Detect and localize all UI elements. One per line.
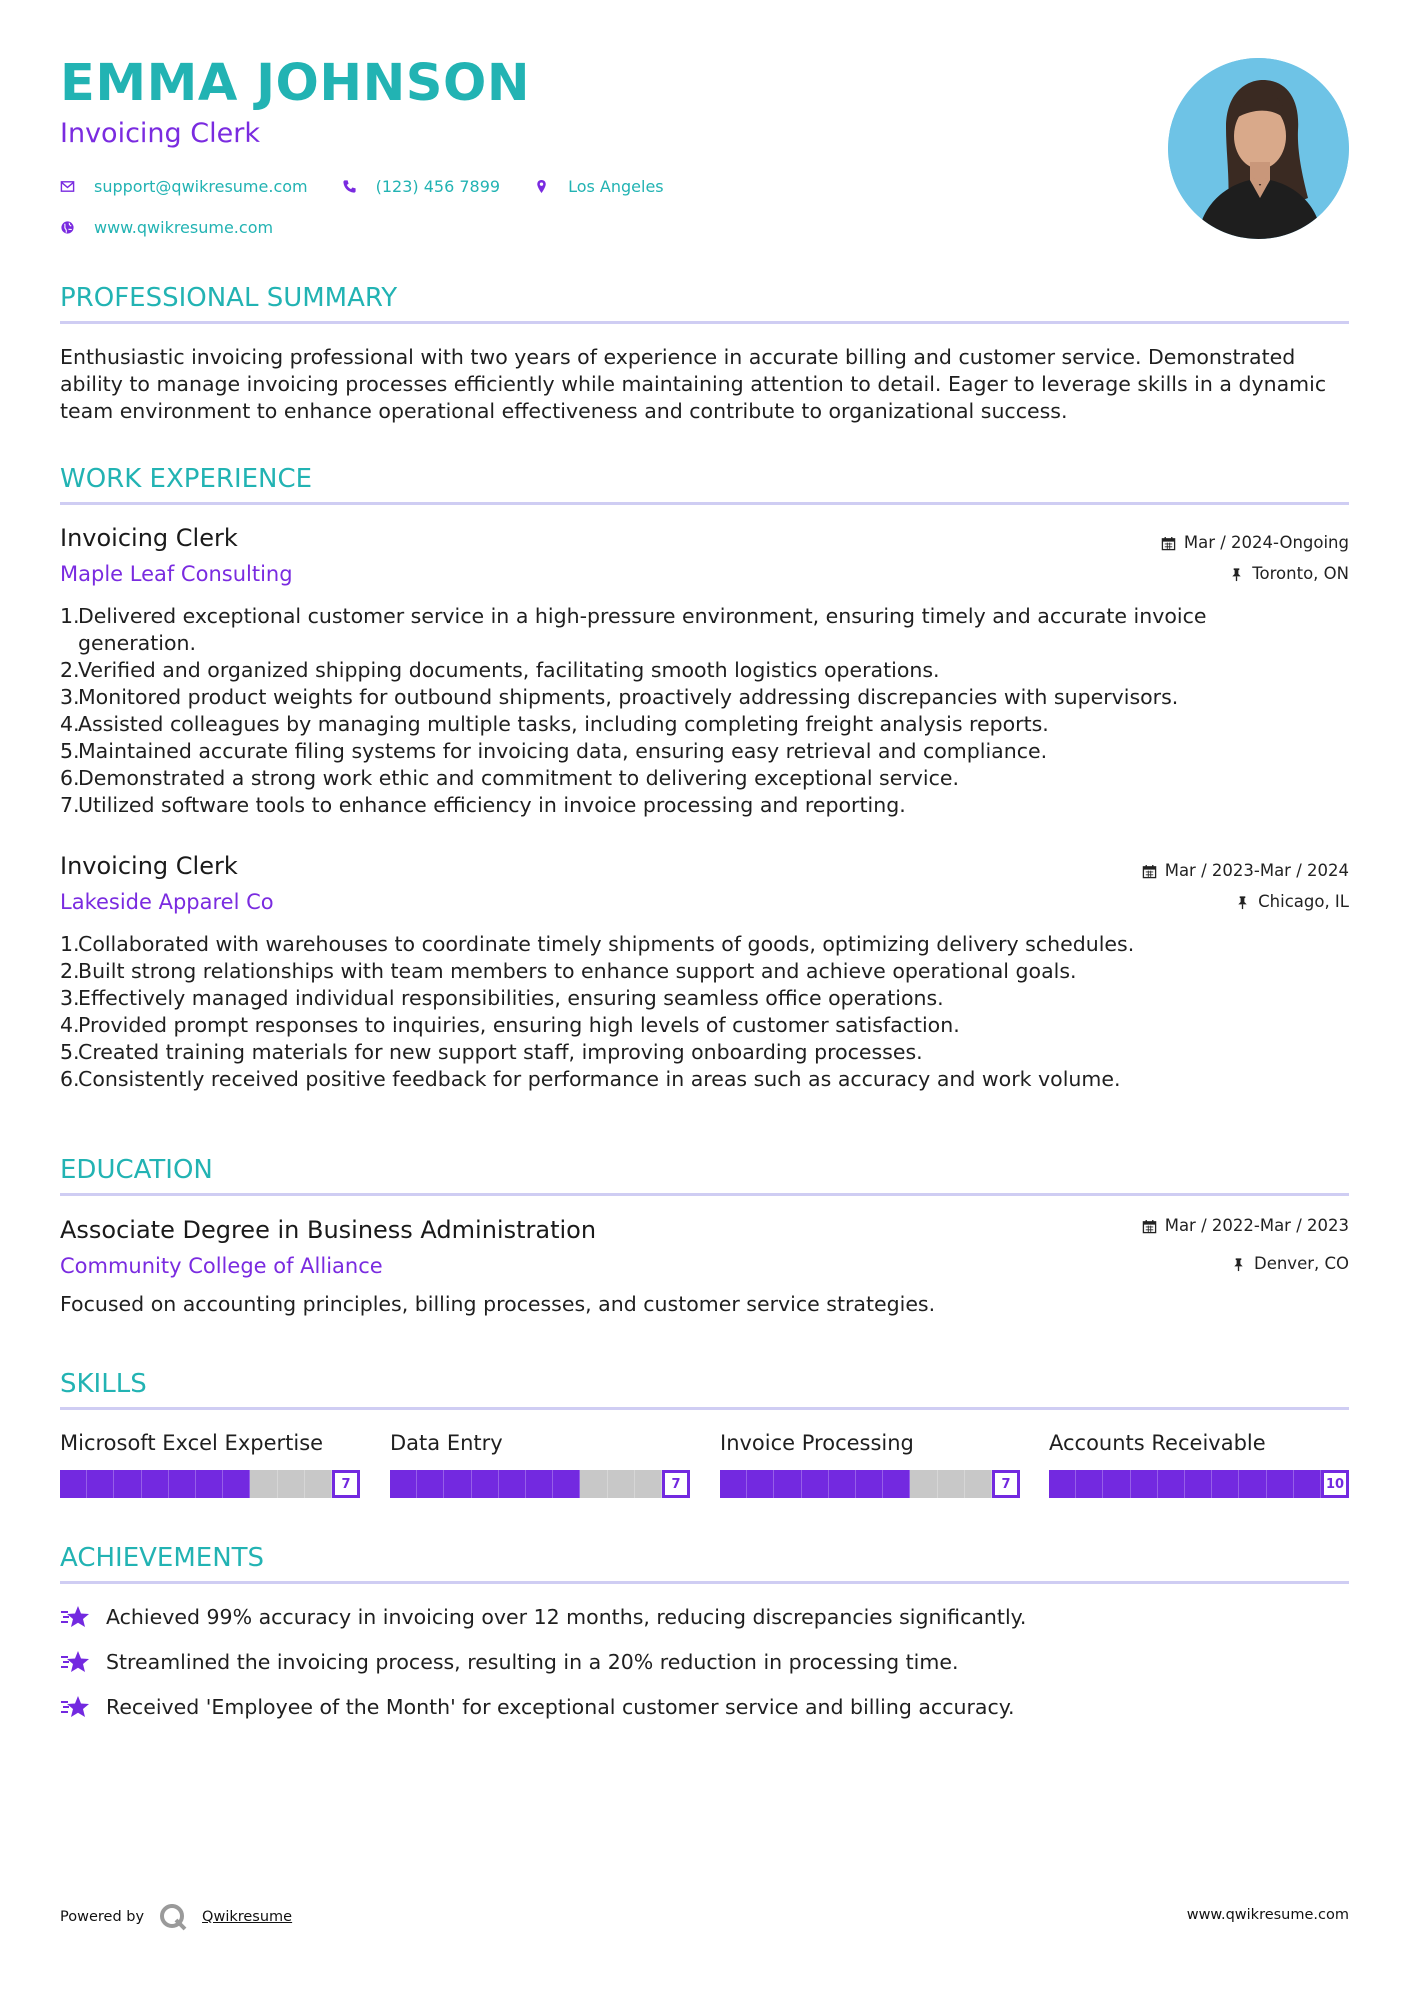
footer-brand-link[interactable]: Qwikresume [202, 1909, 293, 1925]
phone-text: (123) 456 7899 [375, 177, 501, 196]
star-award-icon [60, 1694, 92, 1720]
profile-photo [1168, 58, 1349, 239]
list-item: 1. Collaborated with warehouses to coordinate timely shipments of goods, optimizing delivery schedules. [60, 932, 1135, 956]
calendar-icon [1142, 1219, 1157, 1234]
skill-score: 7 [992, 1470, 1020, 1498]
achievements-heading: ACHIEVEMENTS [60, 1543, 265, 1573]
skill-segment [114, 1470, 141, 1498]
skill-segment [499, 1470, 526, 1498]
list-item: 2. Verified and organized shipping documents, facilitating smooth logistics operations. [60, 658, 940, 682]
skill-segment [1158, 1470, 1185, 1498]
skill-segment [1239, 1470, 1266, 1498]
calendar-icon [1142, 864, 1157, 879]
skill-segment [223, 1470, 250, 1498]
section-divider [60, 1581, 1349, 1584]
skill-segment [1103, 1470, 1130, 1498]
star-award-icon [60, 1649, 92, 1675]
skill-bar [720, 1470, 1020, 1498]
candidate-role: Invoicing Clerk [60, 118, 260, 149]
skill-bar [1049, 1470, 1349, 1498]
experience-heading: WORK EXPERIENCE [60, 464, 313, 494]
phone-icon [342, 179, 357, 194]
summary-text: Enthusiastic invoicing professional with two years of experience in accurate billing and customer service. Demonstrated ability to manage invoicing processes efficiently while maintaining attention to detail. Eager to leverage skills in a dynamic team environment to enhance operational effectiveness and contribute to organizational success. [60, 345, 1327, 423]
education-dates: Mar / 2022-Mar / 2023 [1142, 1218, 1349, 1235]
email-text: support@qwikresume.com [94, 177, 308, 196]
job-bullets [60, 603, 1330, 819]
list-item: 3. Effectively managed individual responsibilities, ensuring seamless office operations. [60, 986, 944, 1010]
skill-bar [60, 1470, 360, 1498]
job-dates: Mar / 2023-Mar / 2024 [1142, 863, 1349, 880]
skill-segment [774, 1470, 801, 1498]
job-title: Invoicing Clerk [60, 852, 238, 880]
skill-segment [747, 1470, 774, 1498]
skill-segment [856, 1470, 883, 1498]
skill-segment [1131, 1470, 1158, 1498]
skill-segment [720, 1470, 747, 1498]
achievement-item: Achieved 99% accuracy in invoicing over 12 months, reducing discrepancies significantly. [60, 1604, 1026, 1630]
skill-segment [142, 1470, 169, 1498]
job-bullets [60, 931, 1330, 1093]
skill-segment [390, 1470, 417, 1498]
skill-score: 7 [332, 1470, 360, 1498]
calendar-icon [1161, 536, 1176, 551]
company-name: Lakeside Apparel Co [60, 890, 274, 914]
section-divider [60, 1407, 1349, 1410]
skill-segment [169, 1470, 196, 1498]
contact-website[interactable] [60, 218, 307, 237]
school-name: Community College of Alliance [60, 1254, 383, 1278]
achievement-item: Received 'Employee of the Month' for exceptional customer service and billing accuracy. [60, 1694, 1014, 1720]
skill-segment [526, 1470, 553, 1498]
location-text: Los Angeles [568, 177, 664, 196]
skill-segment [87, 1470, 114, 1498]
skill-segment [1212, 1470, 1239, 1498]
skill-name: Invoice Processing [720, 1431, 914, 1455]
section-divider [60, 502, 1349, 505]
footer-website[interactable]: www.qwikresume.com [1186, 1907, 1349, 1923]
contact-location [534, 177, 664, 196]
map-pin-icon [534, 179, 549, 194]
skill-segment [417, 1470, 444, 1498]
skill-segment [472, 1470, 499, 1498]
skill-segment [444, 1470, 471, 1498]
skill-segment [635, 1470, 662, 1498]
candidate-name: EMMA JOHNSON [60, 54, 531, 113]
contact-row [60, 177, 698, 196]
list-item: 2. Built strong relationships with team members to enhance support and achieve operational goals. [60, 959, 1077, 983]
section-divider [60, 1193, 1349, 1196]
pushpin-icon [1231, 1257, 1246, 1272]
qwikresume-logo-icon [158, 1902, 188, 1932]
list-item: 5. Maintained accurate filing systems for invoicing data, ensuring easy retrieval and compliance. [60, 739, 1048, 763]
footer-powered-by: Powered by Qwikresume [60, 1902, 292, 1932]
skill-name: Data Entry [390, 1431, 503, 1455]
skill-segment [829, 1470, 856, 1498]
list-item: 1. Delivered exceptional customer service in a high-pressure environment, ensuring timely and accurate invoice generation. [60, 604, 1207, 655]
contact-phone[interactable] [342, 177, 500, 196]
skill-score: 7 [662, 1470, 690, 1498]
list-item: 6. Demonstrated a strong work ethic and commitment to delivering exceptional service. [60, 766, 959, 790]
skill-segment [1294, 1470, 1321, 1498]
list-item: 7. Utilized software tools to enhance efficiency in invoice processing and reporting. [60, 793, 906, 817]
skill-bar [390, 1470, 690, 1498]
skill-name: Microsoft Excel Expertise [60, 1431, 324, 1455]
list-item: 6. Consistently received positive feedback for performance in areas such as accuracy and work volume. [60, 1067, 1121, 1091]
pushpin-icon [1235, 895, 1250, 910]
skill-segment [1049, 1470, 1076, 1498]
skill-segment [196, 1470, 223, 1498]
skill-segment [278, 1470, 305, 1498]
skill-segment [1076, 1470, 1103, 1498]
job-location: Chicago, IL [1235, 894, 1349, 911]
skill-segment [938, 1470, 965, 1498]
star-award-icon [60, 1604, 92, 1630]
education-location: Denver, CO [1231, 1256, 1349, 1273]
job-location: Toronto, ON [1229, 566, 1349, 583]
contact-email[interactable] [60, 177, 308, 196]
skills-heading: SKILLS [60, 1369, 147, 1399]
skill-segment [305, 1470, 332, 1498]
section-divider [60, 321, 1349, 324]
company-name: Maple Leaf Consulting [60, 562, 293, 586]
education-heading: EDUCATION [60, 1155, 213, 1185]
pushpin-icon [1229, 567, 1244, 582]
list-item: 4. Assisted colleagues by managing multiple tasks, including completing freight analysis reports. [60, 712, 1049, 736]
globe-icon [60, 220, 75, 235]
job-title: Invoicing Clerk [60, 524, 238, 552]
skill-segment [580, 1470, 607, 1498]
achievement-item: Streamlined the invoicing process, resulting in a 20% reduction in processing time. [60, 1649, 958, 1675]
skill-segment [60, 1470, 87, 1498]
skill-segment [1185, 1470, 1212, 1498]
degree-title: Associate Degree in Business Administration [60, 1216, 597, 1244]
list-item: 5. Created training materials for new support staff, improving onboarding processes. [60, 1040, 923, 1064]
skill-segment [802, 1470, 829, 1498]
skill-segment [553, 1470, 580, 1498]
list-item: 4. Provided prompt responses to inquiries, ensuring high levels of customer satisfaction. [60, 1013, 960, 1037]
skill-segment [250, 1470, 277, 1498]
list-item: 3. Monitored product weights for outbound shipments, proactively addressing discrepancies with supervisors. [60, 685, 1179, 709]
education-description: Focused on accounting principles, billing processes, and customer service strategies. [60, 1292, 936, 1316]
website-text: www.qwikresume.com [94, 218, 274, 237]
skill-segment [910, 1470, 937, 1498]
job-dates: Mar / 2024-Ongoing [1161, 535, 1349, 552]
skill-segment [1267, 1470, 1294, 1498]
skill-segment [883, 1470, 910, 1498]
skill-segment [965, 1470, 992, 1498]
summary-heading: PROFESSIONAL SUMMARY [60, 283, 398, 313]
envelope-icon [60, 179, 75, 194]
skill-segment [608, 1470, 635, 1498]
skill-name: Accounts Receivable [1049, 1431, 1266, 1455]
skill-score: 10 [1321, 1470, 1349, 1498]
